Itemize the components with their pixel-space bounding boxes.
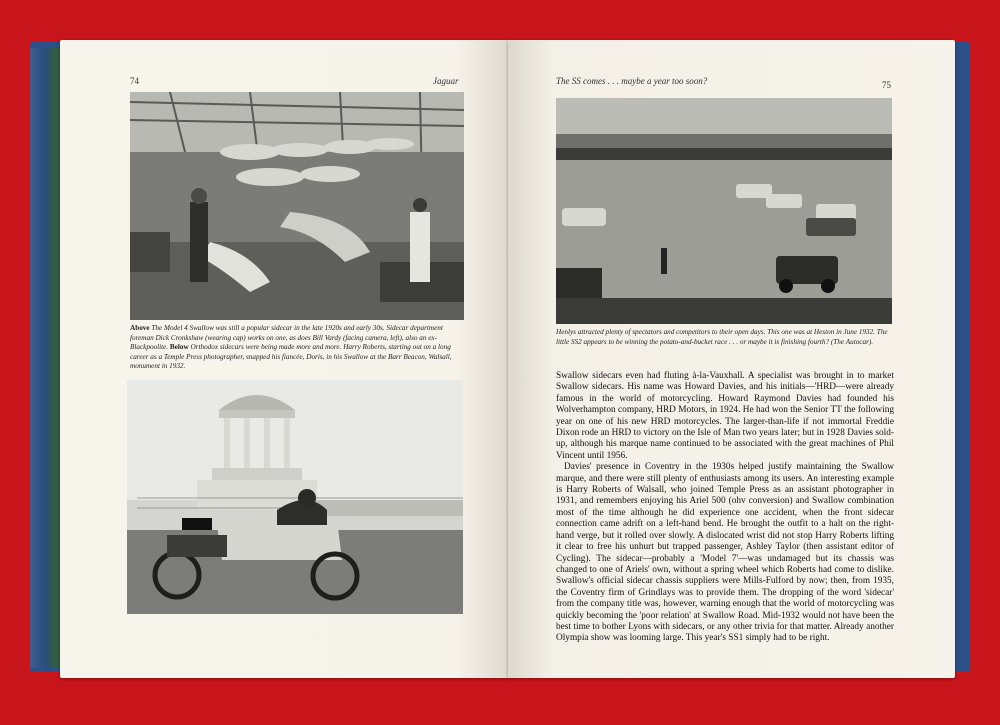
left-page xyxy=(60,40,508,678)
right-page xyxy=(508,40,955,678)
airfield-event-photo xyxy=(556,98,892,324)
left-caption xyxy=(130,324,464,372)
right-caption: Henlys attracted plenty of spectators and competitors to their open days. This one was at Heston in June 1932. The little SS2 appears to be winning the potato-and-bucket race . . . or maybe it is finishing fourth? (The Autocar). xyxy=(556,328,888,346)
caption-above-label: Above xyxy=(130,324,150,332)
body-paragraph-2: Davies' presence in Coventry in the 1930s helped justify maintaining the Swallow marque, and there were still plenty of enthusiasts among its users. An interesting example is Harry Roberts of Walsall, who joined Temple Press as an assistant photographer in 1931, and remembers enjoying his Ariel 500 (ohv conversion) and Swallow combination most of the time although he did experience one accident, when the front sidecar connection came adrift on a left-hand bend. He brought the outfit to a halt on the right-hand verge, but it rolled over slowly. A dislocated wrist did not stop Harry Roberts lifting it clear to free his unhurt but trapped passenger, Ashley Taylor (then assistant editor of Cycling). The sidecar—probably a 'Model 7'—was undamaged but its chassis was changed to one of Ariels' own, without a spring wheel which Roberts had come to dislike. Swallow's official sidecar chassis suppliers were Mills-Fulford by now; then, from 1935, the Coventry firm of Grindlays was to provide them. The dropping of the word 'sidecar' from the company title was, however, warning enough that the world of motorcycling was quickly becoming the 'poor relation' at Swallow Road. Mid-1932 would not have been the best time to bother Lyons with sidecars, or any other trivia for that matter. Already another Olympia show was looming large. This year's SS1 simply had to be right. xyxy=(556,462,894,644)
right-running-head: The SS comes . . . maybe a year too soon? xyxy=(556,76,708,86)
book-spread xyxy=(60,40,955,680)
caption-below-text: Orthodox sidecars were being made more and more. Harry Roberts, starting out on a long career as a Temple Press photographer, snapped his fiancée, Doris, in his Swallow at the Barr Beacon, Walsall, monument in 1932. xyxy=(130,343,452,370)
left-page-number: 74 xyxy=(130,76,139,86)
caption-below-label: Below xyxy=(169,343,189,351)
body-paragraph-1: Swallow sidecars even had fluting à-la-Vauxhall. A specialist was brought in to market Swallow sidecars. His name was Howard Davies, and his initials—'HRD—were already famous in the world of motorcycling. Howard Raymond Davies had founded his Wolverhampton company, HRD Motors, in 1924. He had won the Senior TT the following year on one of his new HRD motorcycles. The larger-than-life if not immortal Freddie Dixon rode an HRD to victory on the Isle of Man two years later; but in 1928 Davies sold-up, although his marque name continued to be associated with the great machines of Phil Vincent until 1956. xyxy=(556,371,894,461)
workshop-photo xyxy=(130,92,464,320)
right-page-number: 75 xyxy=(882,80,891,90)
left-running-head: Jaguar xyxy=(433,76,459,86)
monument-sidecar-photo xyxy=(127,380,463,614)
caption-above-text: The Model 4 Swallow was still a popular sidecar in the late 1920s and early 30s. Sidecar department foreman Dick Cronkshaw (wearing cap) works on one, as does Bill Vardy (facing camera, left), also an ex-Blackpoolite. xyxy=(130,324,443,351)
right-body-text xyxy=(556,371,894,645)
